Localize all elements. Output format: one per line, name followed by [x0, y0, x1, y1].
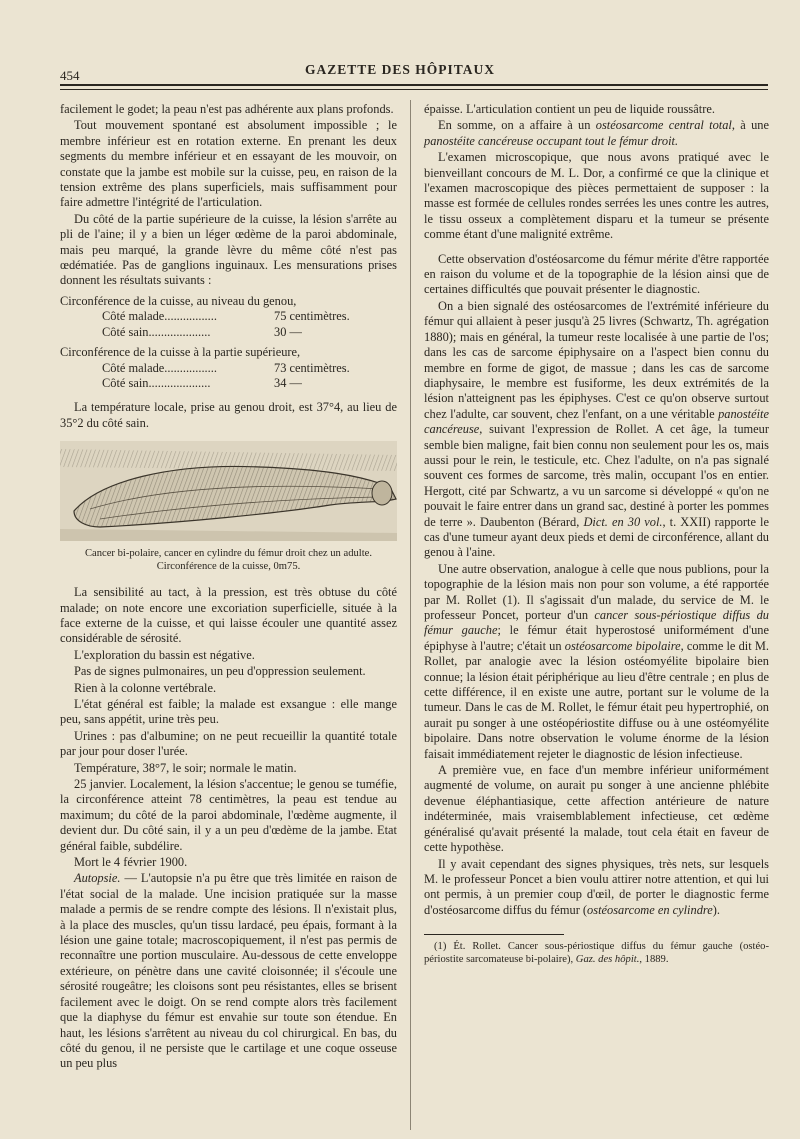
paragraph: Mort le 4 février 1900.: [74, 855, 188, 870]
measurement-label: Côté sain....................: [102, 375, 211, 390]
measurement-label: Côté malade.................: [102, 360, 217, 375]
caption-line: Cancer bi-polaire, cancer en cylindre du fémur droit chez un adulte.: [84, 548, 373, 560]
paragraph: L'exploration du bassin est négative.: [74, 647, 255, 662]
paragraph: Pas de signes pulmonaires, un peu d'oppression seulement.: [74, 664, 366, 679]
header-rule: [60, 84, 768, 86]
left-column: [60, 102, 397, 1073]
paragraph: Autopsie. — L'autopsie n'a pu être que très limitée en raison de l'état social de la malade. Une incision pratiquée sur la masse malade a permis de se rendre compte des lésions. Il n'existait plus, à la place des muscles, qu'un tissu lardacé, peu épais, formant à la lésion une gaine totale; macroscopiquement, il n'est pas permis de reconnaître une portion musculaire. Au-dessous de cette enveloppe extérieure, on pénètre dans une cavité cloisonnée; il s'écoule une sérosité rougeâtre; les cloisons sont peu résistantes, elles se brisent facilement avec le doigt. On se rend compte alors très facilement que la diaphyse du fémur est envahie sur toute son étendue. En haut, les lésions s'arrêtent au niveau du col chirurgical. En bas, du côté du genou, il ne persiste que le cartilage et une coque osseuse un peu plus: [60, 871, 397, 1071]
measurement-row: [60, 361, 397, 376]
autopsy-lead: Autopsie.: [74, 871, 121, 886]
measurement-value: 34 —: [274, 375, 302, 390]
figure-caption: [60, 547, 397, 573]
emphasis: ostéosarcome central total: [595, 118, 732, 133]
paragraph: Il y avait cependant des signes physiques, très nets, sur lesquels M. le professeur Poncet a bien voulu attirer notre attention, et qui lui ont permis, à un premier coup d'œil, de porter le diagnostic ferme d'ostéosarcome diffus du fémur (ostéosarcome en cylindre).: [424, 856, 769, 917]
leg-illustration: [60, 441, 397, 541]
measurement-row: [60, 376, 397, 391]
header-rule-thin: [60, 89, 768, 90]
paragraph: L'état général est faible; la malade est exsangue : elle mange peu, sans appétit, urine très peu.: [60, 696, 397, 727]
paragraph: épaisse. L'articulation contient un peu de liquide roussâtre.: [424, 102, 715, 116]
measurement-value: 73 centimètres.: [274, 360, 350, 375]
figure-engraving: [60, 441, 397, 541]
caption-line: Circonférence de la cuisse, 0m75.: [156, 561, 301, 573]
measurement-value: 30 —: [274, 324, 302, 339]
emphasis: Dict. en 30 vol.: [583, 514, 663, 529]
right-column: [424, 102, 769, 967]
paragraph: On a bien signalé des ostéosarcomes de l'extrémité inférieure du fémur qui allaient à peser jusqu'à 25 livres (Schwartz, Th. agrégation 1880); mais en général, la tumeur reste localisée à une partie de l'os; dans les cas de sarcome épiphysaire on a l'aspect bien connu du membre en forme de gigot, de massue ; dans les cas de sarcome diaphysaire, le membre est fusiforme, les deux extrémités de la lésion n'atteignent pas les épiphyses. C'est ce qu'on observe surtout chez l'adulte, car souvent, chez l'enfant, on a une véritable panostéite cancéreuse, suivant l'expression de Rollet. A cet âge, la tumeur semble bien maligne, fait bien connu non seulement pour les os, mais aussi pour le rein, le testicule, etc. Chez l'adulte, on n'a pas signalé souvent ces formes de sarcome, très malin, occupant l'os en entier. Hergott, cité par Schwartz, a vu un sarcome si développé « qu'on ne pouvait le faire entrer dans un grand sac, destiné à porter les pommes de terre ». Daubenton (Bérard, Dict. en 30 vol., t. XXII) rapporte le cas d'une tumeur ayant deux pieds et demi de circonférence, allant du genou à l'aine.: [424, 298, 769, 560]
paragraph: 25 janvier. Localement, la lésion s'accentue; le genou se tuméfie, la circonférence atteint 78 centimètres, la peau est tendue au maximum; du côté de la paroi abdominale, l'œdème augmente, il devient dur. Du côté sain, il y a un peu d'œdème de la jambe. Etat général faible, subdélire.: [60, 777, 397, 853]
footnote: (1) Ét. Rollet. Cancer sous-périostique diffus du fémur gauche (ostéo-périostite sarcomateuse bi-polaire), Gaz. des hôpit., 1889.: [424, 941, 769, 966]
paragraph: Une autre observation, analogue à celle que nous publions, pour la topographie de la lésion mais non pour son volume, a été rapportée par M. Rollet (1). Il s'agissait d'un malade, du service de M. le professeur Poncet, porteur d'un cancer sous-périostique diffus du fémur gauche; le fémur était hyperostosé uniformément d'une épiphyse à l'autre; c'était un ostéosarcome bipolaire, comme le dit M. Rollet, par analogie avec la lésion ostéomyélite bipolaire bien connue; la lésion était périphérique au lieu d'être centrale ; en plus de cette différence, il en existe une autre, portant sur le volume de la tumeur. Dans le cas de M. Rollet, le fémur était peu hypertrophié, on aurait pu songer à une ostéopériostite diffuse ou à une ostéomyélite bipolaire. Dans notre observation le volume énorme de la lésion faisait immédiatement rejeter le diagnostic de lésion infectieuse.: [424, 561, 769, 761]
paragraph: A première vue, en face d'un membre inférieur uniformément augmenté de volume, on aurait pu songer à une ancienne phlébite devenue éléphantiasique, cette affection antérieure de nature indéterminée, mais vraisemblablement infectieuse, cet œdème généralisé qu'avait présenté la malade, tout cela était en faveur de cette hypothèse.: [424, 763, 769, 855]
paragraph: Rien à la colonne vertébrale.: [74, 680, 217, 695]
paragraph: La sensibilité au tact, à la pression, est très obtuse du côté malade; on note encore une excoriation superficielle, située à la face externe de la cuisse, et qui laisse écouler une quantité assez considérable de sérosité.: [60, 585, 397, 646]
paragraph: Cette observation d'ostéosarcome du fémur mérite d'être rapportée en raison du volume et de la topographie de la lésion ainsi que de certaines difficultés que pouvait présenter le diagnostic.: [424, 251, 769, 297]
paragraph: Du côté de la partie supérieure de la cuisse, la lésion s'arrête au pli de l'aine; il y a bien un léger œdème de la paroi abdominale, mais peu marqué, la grande lèvre du même côté n'est pas œdématiée. Pas de ganglions inguinaux. Les mensurations prises donnent les résultats suivants :: [60, 211, 397, 288]
running-title: GAZETTE DES HÔPITAUX: [304, 62, 496, 77]
measurement-heading: Circonférence de la cuisse à la partie supérieure,: [60, 345, 301, 360]
emphasis: cancer sous-périostique diffus du fémur gauche: [424, 608, 769, 638]
footnote-rule: [424, 934, 564, 935]
measurements-block: [60, 294, 397, 391]
page-number: 454: [60, 68, 80, 83]
measurement-label: Côté sain....................: [102, 324, 211, 339]
column-divider: [410, 100, 411, 1130]
emphasis: Gaz. des hôpit.: [575, 954, 640, 966]
paragraph: Température, 38°7, le soir; normale le matin.: [74, 760, 297, 775]
paragraph: facilement le godet; la peau n'est pas adhérente aux plans profonds.: [60, 102, 394, 116]
measurement-label: Côté malade.................: [102, 309, 217, 324]
paragraph: Urines : pas d'albumine; on ne peut recueillir la quantité totale par jour pour doser l'urée.: [60, 728, 397, 759]
emphasis: panostéite cancéreuse: [424, 406, 769, 437]
paragraph: Tout mouvement spontané est absolument impossible ; le membre inférieur est en rotation externe. En prenant les deux segments du membre inférieur et en essayant de les mouvoir, on constate que la jambe est mobile sur la cuisse, peu, en raison de la tension extrême des plans superficiels, mais suffisamment pour faire admettre l'intégrité de l'articulation.: [60, 118, 397, 210]
paragraph: La température locale, prise au genou droit, est 37°4, au lieu de 35°2 du côté sain.: [60, 400, 397, 430]
measurement-row: [60, 325, 397, 340]
measurement-heading: Circonférence de la cuisse, au niveau du genou,: [60, 293, 297, 308]
measurement-row: [60, 309, 397, 324]
emphasis: panostéite cancéreuse occupant tout le fémur droit.: [424, 133, 679, 148]
emphasis: ostéosarcome en cylindre: [587, 902, 713, 917]
paragraph: En somme, on a affaire à un ostéosarcome central total, à une panostéite cancéreuse occupant tout le fémur droit.: [424, 118, 769, 148]
emphasis: ostéosarcome bipolaire: [564, 638, 681, 653]
measurement-value: 75 centimètres.: [274, 309, 350, 324]
paragraph: L'examen microscopique, que nous avons pratiqué avec le bienveillant concours de M. L. Dor, a confirmé ce que la clinique et l'examen macroscopique des pièces permettaient de supposer : la masse est formée de cellules rondes serrées les unes contre les autres, le tissu osseux a complètement disparu et la tumeur se présente comme étant d'une malignité extrême.: [424, 150, 769, 242]
